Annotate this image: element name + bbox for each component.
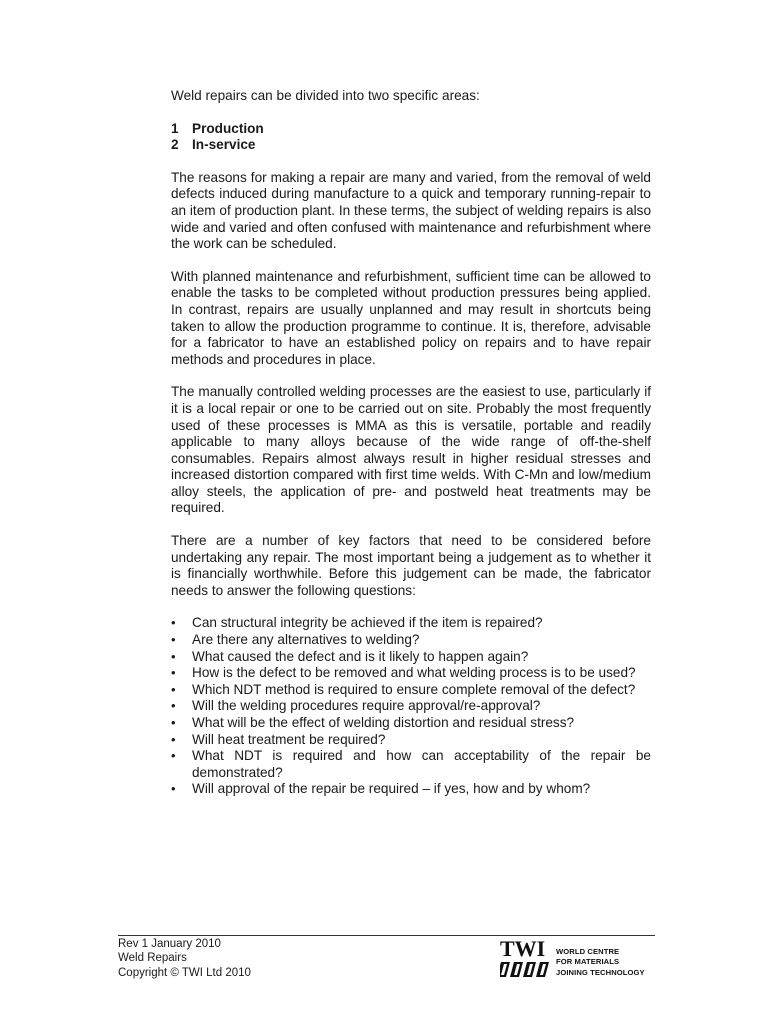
bullet-icon: •: [171, 665, 176, 681]
list-item: [171, 732, 651, 749]
list-item: [171, 748, 651, 781]
paragraph-planned-maintenance: With planned maintenance and refurbishment, sufficient time can be allowed to enable the tasks to be completed without production pressures being applied. In contrast, repairs are usually unplanned and may result in shortcuts being taken to allow the production programme to continue. It is, therefore, advisable for a fabricator to have an established policy on repairs and to have repair methods and procedures in place.: [171, 268, 651, 367]
list-item: [171, 665, 651, 682]
list-item: [171, 615, 651, 632]
list-item: [171, 632, 651, 649]
question-text: Will approval of the repair be required – if yes, how and by whom?: [192, 781, 591, 797]
list-item-label: Production: [192, 120, 264, 136]
footer-divider: [118, 935, 655, 936]
bullet-icon: •: [171, 781, 176, 797]
bullet-icon: •: [171, 715, 176, 730]
question-text: What will be the effect of welding distortion and residual stress?: [192, 715, 575, 730]
document-body: [171, 88, 651, 798]
page-footer: [118, 937, 251, 980]
intro-sentence: Weld repairs can be divided into two specific areas:: [171, 88, 480, 103]
bullet-icon: •: [171, 748, 176, 764]
twi-logo-icon: [500, 937, 550, 981]
logo-wordmark: TWI: [500, 937, 546, 961]
paragraph-key-factors: There are a number of key factors that need to be considered before undertaking any repair. The most important being a judgement as to whether it is financially worthwhile. Before this judgement can be made, the fabricator needs to answer the following questions:: [171, 533, 651, 598]
list-item-number: 2: [171, 137, 179, 153]
footer-copyright: Copyright © TWI Ltd 2010: [118, 966, 251, 979]
bullet-icon: •: [171, 632, 176, 648]
question-text: How is the defect to be removed and what welding process is to be used?: [192, 665, 636, 681]
paragraph-welding-processes: The manually controlled welding processes are the easiest to use, particularly if it is a local repair or one to be carried out on site. Probably the most frequently used of these processes is MMA as this is versatile, portable and readily applicable to many alloys because of the wide range of off-the-shelf consumables. Repairs almost always result in higher residual stresses and increased distortion compared with first time welds. With C-Mn and low/medium alloy steels, the application of pre- and postweld heat treatments may be required.: [171, 384, 651, 516]
twi-logo: [500, 937, 660, 983]
bullet-icon: •: [171, 615, 176, 631]
bullet-icon: •: [171, 681, 176, 697]
questions-list: [171, 615, 651, 798]
list-item: [171, 715, 651, 732]
list-item: [171, 137, 651, 154]
list-item-label: In-service: [192, 137, 256, 153]
logo-tagline-line: FOR MATERIALS: [556, 957, 620, 967]
list-item: [171, 698, 651, 715]
list-item: [171, 649, 651, 666]
question-text: What NDT is required and how can acceptability of the repair be demonstrated?: [192, 748, 651, 780]
question-text: What caused the defect and is it likely to happen again?: [192, 648, 529, 664]
logo-tagline-line: WORLD CENTRE: [556, 947, 620, 956]
bullet-icon: •: [171, 731, 176, 747]
question-text: Will heat treatment be required?: [192, 731, 386, 747]
paragraph-repair-reasons: The reasons for making a repair are many and varied, from the removal of weld defects induced during manufacture to a quick and temporary running-repair to an item of production plant. In these terms, the subject of welding repairs is also wide and varied and often confused with maintenance and refurbishment where the work can be scheduled.: [171, 169, 651, 252]
logo-tagline: [556, 947, 645, 978]
bullet-icon: •: [171, 648, 176, 664]
list-item: [171, 682, 651, 699]
footer-revision: Rev 1 January 2010: [118, 938, 221, 950]
repair-areas-list: [171, 121, 651, 154]
logo-tagline-line: JOINING TECHNOLOGY: [556, 967, 645, 977]
question-text: Which NDT method is required to ensure complete removal of the defect?: [192, 681, 636, 697]
list-item: [171, 121, 651, 138]
question-text: Are there any alternatives to welding?: [192, 632, 420, 648]
question-text: Will the welding procedures require approval/re-approval?: [192, 698, 541, 714]
question-text: Can structural integrity be achieved if the item is repaired?: [192, 615, 543, 631]
bullet-icon: •: [171, 698, 176, 714]
list-item: [171, 781, 651, 798]
footer-document-title: Weld Repairs: [118, 952, 187, 965]
list-item-number: 1: [171, 120, 179, 136]
